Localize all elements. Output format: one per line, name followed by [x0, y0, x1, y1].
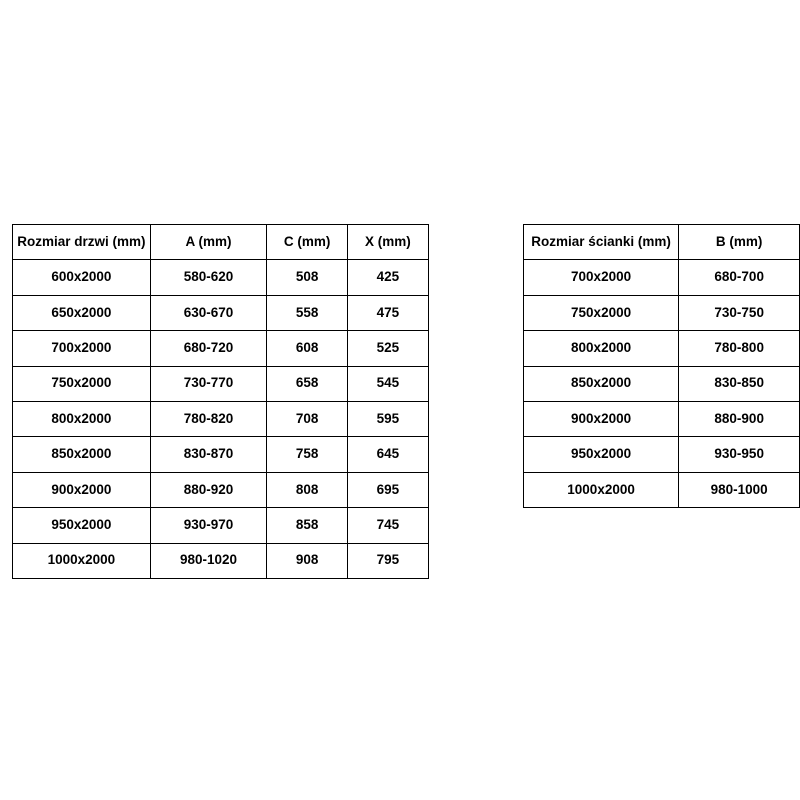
cell-door-size: 800x2000 [13, 401, 151, 436]
cell-a: 630-670 [150, 295, 267, 330]
cell-b: 730-750 [679, 295, 800, 330]
column-header-b: B (mm) [679, 225, 800, 260]
cell-a: 880-920 [150, 472, 267, 507]
cell-b: 930-950 [679, 437, 800, 472]
table-row [13, 543, 429, 578]
cell-a: 680-720 [150, 331, 267, 366]
cell-b: 980-1000 [679, 472, 800, 507]
table-row [523, 401, 799, 436]
cell-x: 475 [347, 295, 428, 330]
cell-wall-size: 800x2000 [523, 331, 679, 366]
cell-a: 930-970 [150, 508, 267, 543]
cell-x: 525 [347, 331, 428, 366]
cell-x: 645 [347, 437, 428, 472]
cell-door-size: 700x2000 [13, 331, 151, 366]
cell-door-size: 900x2000 [13, 472, 151, 507]
cell-c: 708 [267, 401, 348, 436]
table-row [13, 472, 429, 507]
column-header-c: C (mm) [267, 225, 348, 260]
table-row [13, 260, 429, 295]
cell-wall-size: 950x2000 [523, 437, 679, 472]
cell-x: 695 [347, 472, 428, 507]
cell-a: 780-820 [150, 401, 267, 436]
column-header-wall-size: Rozmiar ścianki (mm) [523, 225, 679, 260]
cell-x: 545 [347, 366, 428, 401]
cell-c: 908 [267, 543, 348, 578]
cell-a: 580-620 [150, 260, 267, 295]
cell-b: 830-850 [679, 366, 800, 401]
cell-c: 858 [267, 508, 348, 543]
cell-c: 658 [267, 366, 348, 401]
table-row [523, 437, 799, 472]
cell-c: 758 [267, 437, 348, 472]
cell-wall-size: 900x2000 [523, 401, 679, 436]
cell-x: 595 [347, 401, 428, 436]
cell-a: 830-870 [150, 437, 267, 472]
table-row [523, 366, 799, 401]
table-row [13, 437, 429, 472]
table-row [523, 260, 799, 295]
door-size-table [12, 224, 429, 579]
table-row [13, 331, 429, 366]
table-row [523, 331, 799, 366]
cell-door-size: 750x2000 [13, 366, 151, 401]
table-row [523, 472, 799, 507]
table-row [13, 366, 429, 401]
door-size-table-block [12, 224, 429, 579]
cell-c: 808 [267, 472, 348, 507]
column-header-a: A (mm) [150, 225, 267, 260]
cell-door-size: 600x2000 [13, 260, 151, 295]
cell-door-size: 850x2000 [13, 437, 151, 472]
table-row [13, 508, 429, 543]
cell-x: 425 [347, 260, 428, 295]
cell-wall-size: 700x2000 [523, 260, 679, 295]
column-header-x: X (mm) [347, 225, 428, 260]
cell-wall-size: 850x2000 [523, 366, 679, 401]
cell-door-size: 650x2000 [13, 295, 151, 330]
cell-b: 780-800 [679, 331, 800, 366]
cell-x: 795 [347, 543, 428, 578]
cell-b: 680-700 [679, 260, 800, 295]
table-header-row [523, 225, 799, 260]
cell-b: 880-900 [679, 401, 800, 436]
wall-size-table-block [523, 224, 800, 508]
cell-wall-size: 1000x2000 [523, 472, 679, 507]
cell-c: 558 [267, 295, 348, 330]
cell-wall-size: 750x2000 [523, 295, 679, 330]
cell-door-size: 950x2000 [13, 508, 151, 543]
cell-x: 745 [347, 508, 428, 543]
table-row [523, 295, 799, 330]
tables-container [0, 224, 800, 579]
column-header-door-size: Rozmiar drzwi (mm) [13, 225, 151, 260]
cell-c: 608 [267, 331, 348, 366]
cell-a: 730-770 [150, 366, 267, 401]
wall-size-table [523, 224, 800, 508]
table-row [13, 401, 429, 436]
cell-c: 508 [267, 260, 348, 295]
cell-a: 980-1020 [150, 543, 267, 578]
cell-door-size: 1000x2000 [13, 543, 151, 578]
table-row [13, 295, 429, 330]
table-header-row [13, 225, 429, 260]
